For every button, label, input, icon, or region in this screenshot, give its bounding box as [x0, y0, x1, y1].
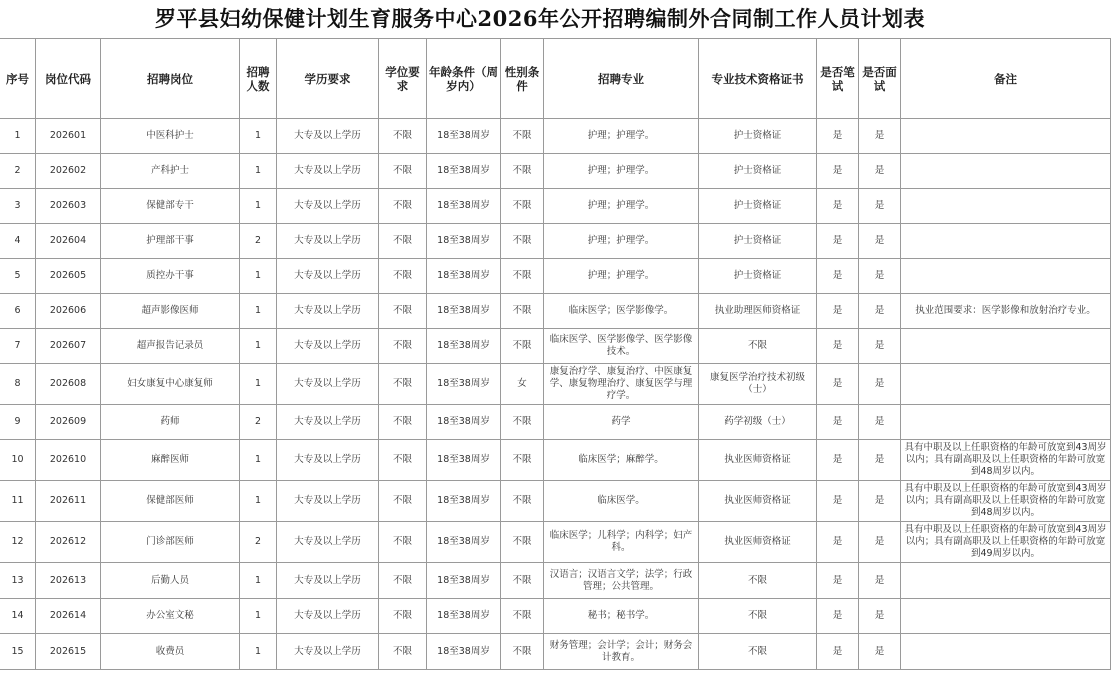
cell-age: 18至38周岁 [427, 563, 501, 599]
cell-interview: 是 [859, 154, 901, 189]
cell-age: 18至38周岁 [427, 364, 501, 405]
cell-written-exam: 是 [817, 189, 859, 224]
cell-written-exam: 是 [817, 522, 859, 563]
cell-age: 18至38周岁 [427, 189, 501, 224]
cell-major: 临床医学；麻醉学。 [544, 440, 699, 481]
cell-education: 大专及以上学历 [277, 522, 379, 563]
cell-post: 超声影像医师 [101, 294, 240, 329]
cell-gender: 不限 [501, 440, 544, 481]
cell-interview: 是 [859, 522, 901, 563]
cell-education: 大专及以上学历 [277, 294, 379, 329]
table-row [0, 364, 1111, 405]
cell-code: 202610 [36, 440, 101, 481]
cell-age: 18至38周岁 [427, 522, 501, 563]
cell-education: 大专及以上学历 [277, 224, 379, 259]
cell-notes [901, 224, 1111, 259]
cell-post: 收费员 [101, 634, 240, 670]
cell-major: 药学 [544, 405, 699, 440]
cell-count: 2 [240, 224, 277, 259]
cell-major: 汉语言；汉语言文学；法学；行政管理；公共管理。 [544, 563, 699, 599]
cell-age: 18至38周岁 [427, 440, 501, 481]
cell-major: 护理；护理学。 [544, 119, 699, 154]
cell-interview: 是 [859, 405, 901, 440]
cell-no: 6 [0, 294, 36, 329]
cell-post: 中医科护士 [101, 119, 240, 154]
cell-code: 202606 [36, 294, 101, 329]
cell-gender: 不限 [501, 224, 544, 259]
table-row [0, 522, 1111, 563]
cell-notes: 具有中职及以上任职资格的年龄可放宽到43周岁以内；具有副高职及以上任职资格的年龄可放宽到48周岁以内。 [901, 481, 1111, 522]
cell-gender: 不限 [501, 481, 544, 522]
cell-written-exam: 是 [817, 440, 859, 481]
cell-degree: 不限 [379, 189, 427, 224]
cell-notes [901, 599, 1111, 634]
cell-interview: 是 [859, 189, 901, 224]
cell-certificate: 不限 [699, 599, 817, 634]
table-row [0, 154, 1111, 189]
cell-age: 18至38周岁 [427, 259, 501, 294]
cell-no: 13 [0, 563, 36, 599]
cell-gender: 不限 [501, 329, 544, 364]
cell-major: 护理；护理学。 [544, 224, 699, 259]
cell-count: 1 [240, 563, 277, 599]
cell-degree: 不限 [379, 259, 427, 294]
cell-degree: 不限 [379, 522, 427, 563]
table-row [0, 599, 1111, 634]
cell-gender: 不限 [501, 189, 544, 224]
cell-no: 3 [0, 189, 36, 224]
cell-count: 1 [240, 634, 277, 670]
cell-gender: 不限 [501, 405, 544, 440]
cell-notes [901, 189, 1111, 224]
header-certificate: 专业技术资格证书 [699, 39, 817, 119]
cell-count: 1 [240, 119, 277, 154]
cell-post: 麻醉医师 [101, 440, 240, 481]
table-row [0, 405, 1111, 440]
cell-notes [901, 364, 1111, 405]
cell-major: 财务管理；会计学；会计；财务会计教育。 [544, 634, 699, 670]
cell-no: 9 [0, 405, 36, 440]
cell-education: 大专及以上学历 [277, 189, 379, 224]
cell-certificate: 执业医师资格证 [699, 481, 817, 522]
header-gender: 性别条件 [501, 39, 544, 119]
cell-no: 8 [0, 364, 36, 405]
cell-gender: 不限 [501, 259, 544, 294]
header-major: 招聘专业 [544, 39, 699, 119]
cell-no: 1 [0, 119, 36, 154]
cell-certificate: 执业医师资格证 [699, 440, 817, 481]
cell-written-exam: 是 [817, 405, 859, 440]
cell-education: 大专及以上学历 [277, 364, 379, 405]
cell-code: 202601 [36, 119, 101, 154]
table-row [0, 119, 1111, 154]
cell-certificate: 护士资格证 [699, 154, 817, 189]
cell-degree: 不限 [379, 481, 427, 522]
header-row [0, 39, 1111, 119]
table-row [0, 259, 1111, 294]
cell-post: 质控办干事 [101, 259, 240, 294]
cell-certificate: 护士资格证 [699, 189, 817, 224]
cell-degree: 不限 [379, 634, 427, 670]
cell-notes [901, 563, 1111, 599]
cell-age: 18至38周岁 [427, 329, 501, 364]
cell-written-exam: 是 [817, 294, 859, 329]
table-row [0, 440, 1111, 481]
cell-certificate: 护士资格证 [699, 119, 817, 154]
cell-age: 18至38周岁 [427, 224, 501, 259]
cell-education: 大专及以上学历 [277, 259, 379, 294]
cell-no: 12 [0, 522, 36, 563]
cell-certificate: 康复医学治疗技术初级（士） [699, 364, 817, 405]
recruitment-plan-table [0, 38, 1111, 670]
cell-written-exam: 是 [817, 364, 859, 405]
cell-major: 康复治疗学、康复治疗、中医康复学、康复物理治疗、康复医学与理疗学。 [544, 364, 699, 405]
cell-gender: 不限 [501, 599, 544, 634]
cell-written-exam: 是 [817, 563, 859, 599]
header-no: 序号 [0, 39, 36, 119]
cell-notes [901, 634, 1111, 670]
cell-written-exam: 是 [817, 224, 859, 259]
cell-major: 临床医学、医学影像学、医学影像技术。 [544, 329, 699, 364]
cell-code: 202608 [36, 364, 101, 405]
cell-written-exam: 是 [817, 634, 859, 670]
cell-major: 临床医学；医学影像学。 [544, 294, 699, 329]
header-written-exam: 是否笔试 [817, 39, 859, 119]
cell-interview: 是 [859, 634, 901, 670]
cell-education: 大专及以上学历 [277, 405, 379, 440]
cell-interview: 是 [859, 481, 901, 522]
cell-notes [901, 259, 1111, 294]
cell-major: 临床医学。 [544, 481, 699, 522]
cell-major: 临床医学；儿科学；内科学；妇产科。 [544, 522, 699, 563]
cell-post: 后勤人员 [101, 563, 240, 599]
cell-post: 保健部专干 [101, 189, 240, 224]
cell-no: 14 [0, 599, 36, 634]
header-age: 年龄条件（周岁内） [427, 39, 501, 119]
cell-education: 大专及以上学历 [277, 481, 379, 522]
cell-notes [901, 154, 1111, 189]
cell-age: 18至38周岁 [427, 119, 501, 154]
cell-notes: 具有中职及以上任职资格的年龄可放宽到43周岁以内；具有副高职及以上任职资格的年龄可放宽到48周岁以内。 [901, 440, 1111, 481]
cell-degree: 不限 [379, 119, 427, 154]
cell-degree: 不限 [379, 405, 427, 440]
header-education: 学历要求 [277, 39, 379, 119]
cell-no: 10 [0, 440, 36, 481]
cell-post: 药师 [101, 405, 240, 440]
cell-code: 202607 [36, 329, 101, 364]
cell-notes [901, 405, 1111, 440]
cell-interview: 是 [859, 259, 901, 294]
cell-interview: 是 [859, 563, 901, 599]
cell-gender: 不限 [501, 522, 544, 563]
cell-post: 门诊部医师 [101, 522, 240, 563]
cell-code: 202612 [36, 522, 101, 563]
cell-gender: 女 [501, 364, 544, 405]
table-row [0, 189, 1111, 224]
cell-code: 202603 [36, 189, 101, 224]
cell-age: 18至38周岁 [427, 599, 501, 634]
cell-gender: 不限 [501, 119, 544, 154]
cell-interview: 是 [859, 364, 901, 405]
cell-code: 202611 [36, 481, 101, 522]
cell-certificate: 护士资格证 [699, 224, 817, 259]
cell-interview: 是 [859, 599, 901, 634]
cell-count: 1 [240, 294, 277, 329]
cell-code: 202614 [36, 599, 101, 634]
cell-interview: 是 [859, 294, 901, 329]
cell-count: 1 [240, 329, 277, 364]
cell-gender: 不限 [501, 154, 544, 189]
table-row [0, 634, 1111, 670]
cell-certificate: 不限 [699, 329, 817, 364]
cell-code: 202602 [36, 154, 101, 189]
cell-education: 大专及以上学历 [277, 440, 379, 481]
cell-notes: 具有中职及以上任职资格的年龄可放宽到43周岁以内；具有副高职及以上任职资格的年龄可放宽到49周岁以内。 [901, 522, 1111, 563]
table-row [0, 481, 1111, 522]
cell-count: 1 [240, 259, 277, 294]
cell-education: 大专及以上学历 [277, 563, 379, 599]
header-degree: 学位要求 [379, 39, 427, 119]
cell-degree: 不限 [379, 294, 427, 329]
cell-degree: 不限 [379, 364, 427, 405]
header-interview: 是否面试 [859, 39, 901, 119]
cell-certificate: 不限 [699, 563, 817, 599]
cell-post: 妇女康复中心康复师 [101, 364, 240, 405]
cell-code: 202604 [36, 224, 101, 259]
cell-no: 15 [0, 634, 36, 670]
cell-code: 202615 [36, 634, 101, 670]
cell-count: 1 [240, 599, 277, 634]
cell-major: 护理；护理学。 [544, 189, 699, 224]
cell-interview: 是 [859, 329, 901, 364]
cell-interview: 是 [859, 440, 901, 481]
cell-written-exam: 是 [817, 119, 859, 154]
cell-education: 大专及以上学历 [277, 119, 379, 154]
cell-degree: 不限 [379, 154, 427, 189]
table-row [0, 329, 1111, 364]
cell-notes: 执业范围要求：医学影像和放射治疗专业。 [901, 294, 1111, 329]
cell-degree: 不限 [379, 563, 427, 599]
cell-no: 4 [0, 224, 36, 259]
cell-age: 18至38周岁 [427, 481, 501, 522]
cell-degree: 不限 [379, 440, 427, 481]
cell-written-exam: 是 [817, 259, 859, 294]
page-title: 罗平县妇幼保健计划生育服务中心2026年公开招聘编制外合同制工作人员计划表 [155, 6, 925, 31]
cell-written-exam: 是 [817, 154, 859, 189]
cell-code: 202609 [36, 405, 101, 440]
cell-code: 202605 [36, 259, 101, 294]
cell-gender: 不限 [501, 563, 544, 599]
cell-notes [901, 119, 1111, 154]
cell-certificate: 执业医师资格证 [699, 522, 817, 563]
cell-certificate: 药学初级（士） [699, 405, 817, 440]
cell-count: 1 [240, 440, 277, 481]
cell-code: 202613 [36, 563, 101, 599]
cell-no: 7 [0, 329, 36, 364]
cell-no: 2 [0, 154, 36, 189]
header-post: 招聘岗位 [101, 39, 240, 119]
header-count: 招聘人数 [240, 39, 277, 119]
cell-age: 18至38周岁 [427, 405, 501, 440]
header-code: 岗位代码 [36, 39, 101, 119]
cell-major: 护理；护理学。 [544, 154, 699, 189]
table-row [0, 563, 1111, 599]
cell-count: 2 [240, 405, 277, 440]
table-row [0, 294, 1111, 329]
cell-post: 产科护士 [101, 154, 240, 189]
cell-certificate: 不限 [699, 634, 817, 670]
cell-age: 18至38周岁 [427, 634, 501, 670]
cell-education: 大专及以上学历 [277, 329, 379, 364]
cell-certificate: 执业助理医师资格证 [699, 294, 817, 329]
cell-certificate: 护士资格证 [699, 259, 817, 294]
cell-interview: 是 [859, 119, 901, 154]
cell-degree: 不限 [379, 599, 427, 634]
cell-degree: 不限 [379, 224, 427, 259]
cell-gender: 不限 [501, 634, 544, 670]
cell-education: 大专及以上学历 [277, 154, 379, 189]
cell-no: 11 [0, 481, 36, 522]
cell-written-exam: 是 [817, 329, 859, 364]
cell-count: 1 [240, 154, 277, 189]
cell-count: 1 [240, 364, 277, 405]
cell-written-exam: 是 [817, 599, 859, 634]
cell-degree: 不限 [379, 329, 427, 364]
cell-age: 18至38周岁 [427, 294, 501, 329]
cell-age: 18至38周岁 [427, 154, 501, 189]
cell-count: 1 [240, 189, 277, 224]
cell-education: 大专及以上学历 [277, 599, 379, 634]
cell-post: 保健部医师 [101, 481, 240, 522]
cell-gender: 不限 [501, 294, 544, 329]
cell-education: 大专及以上学历 [277, 634, 379, 670]
cell-interview: 是 [859, 224, 901, 259]
cell-major: 秘书；秘书学。 [544, 599, 699, 634]
table-row [0, 224, 1111, 259]
cell-post: 办公室文秘 [101, 599, 240, 634]
cell-no: 5 [0, 259, 36, 294]
header-notes: 备注 [901, 39, 1111, 119]
cell-count: 1 [240, 481, 277, 522]
cell-count: 2 [240, 522, 277, 563]
cell-written-exam: 是 [817, 481, 859, 522]
cell-major: 护理；护理学。 [544, 259, 699, 294]
cell-post: 护理部干事 [101, 224, 240, 259]
cell-post: 超声报告记录员 [101, 329, 240, 364]
cell-notes [901, 329, 1111, 364]
